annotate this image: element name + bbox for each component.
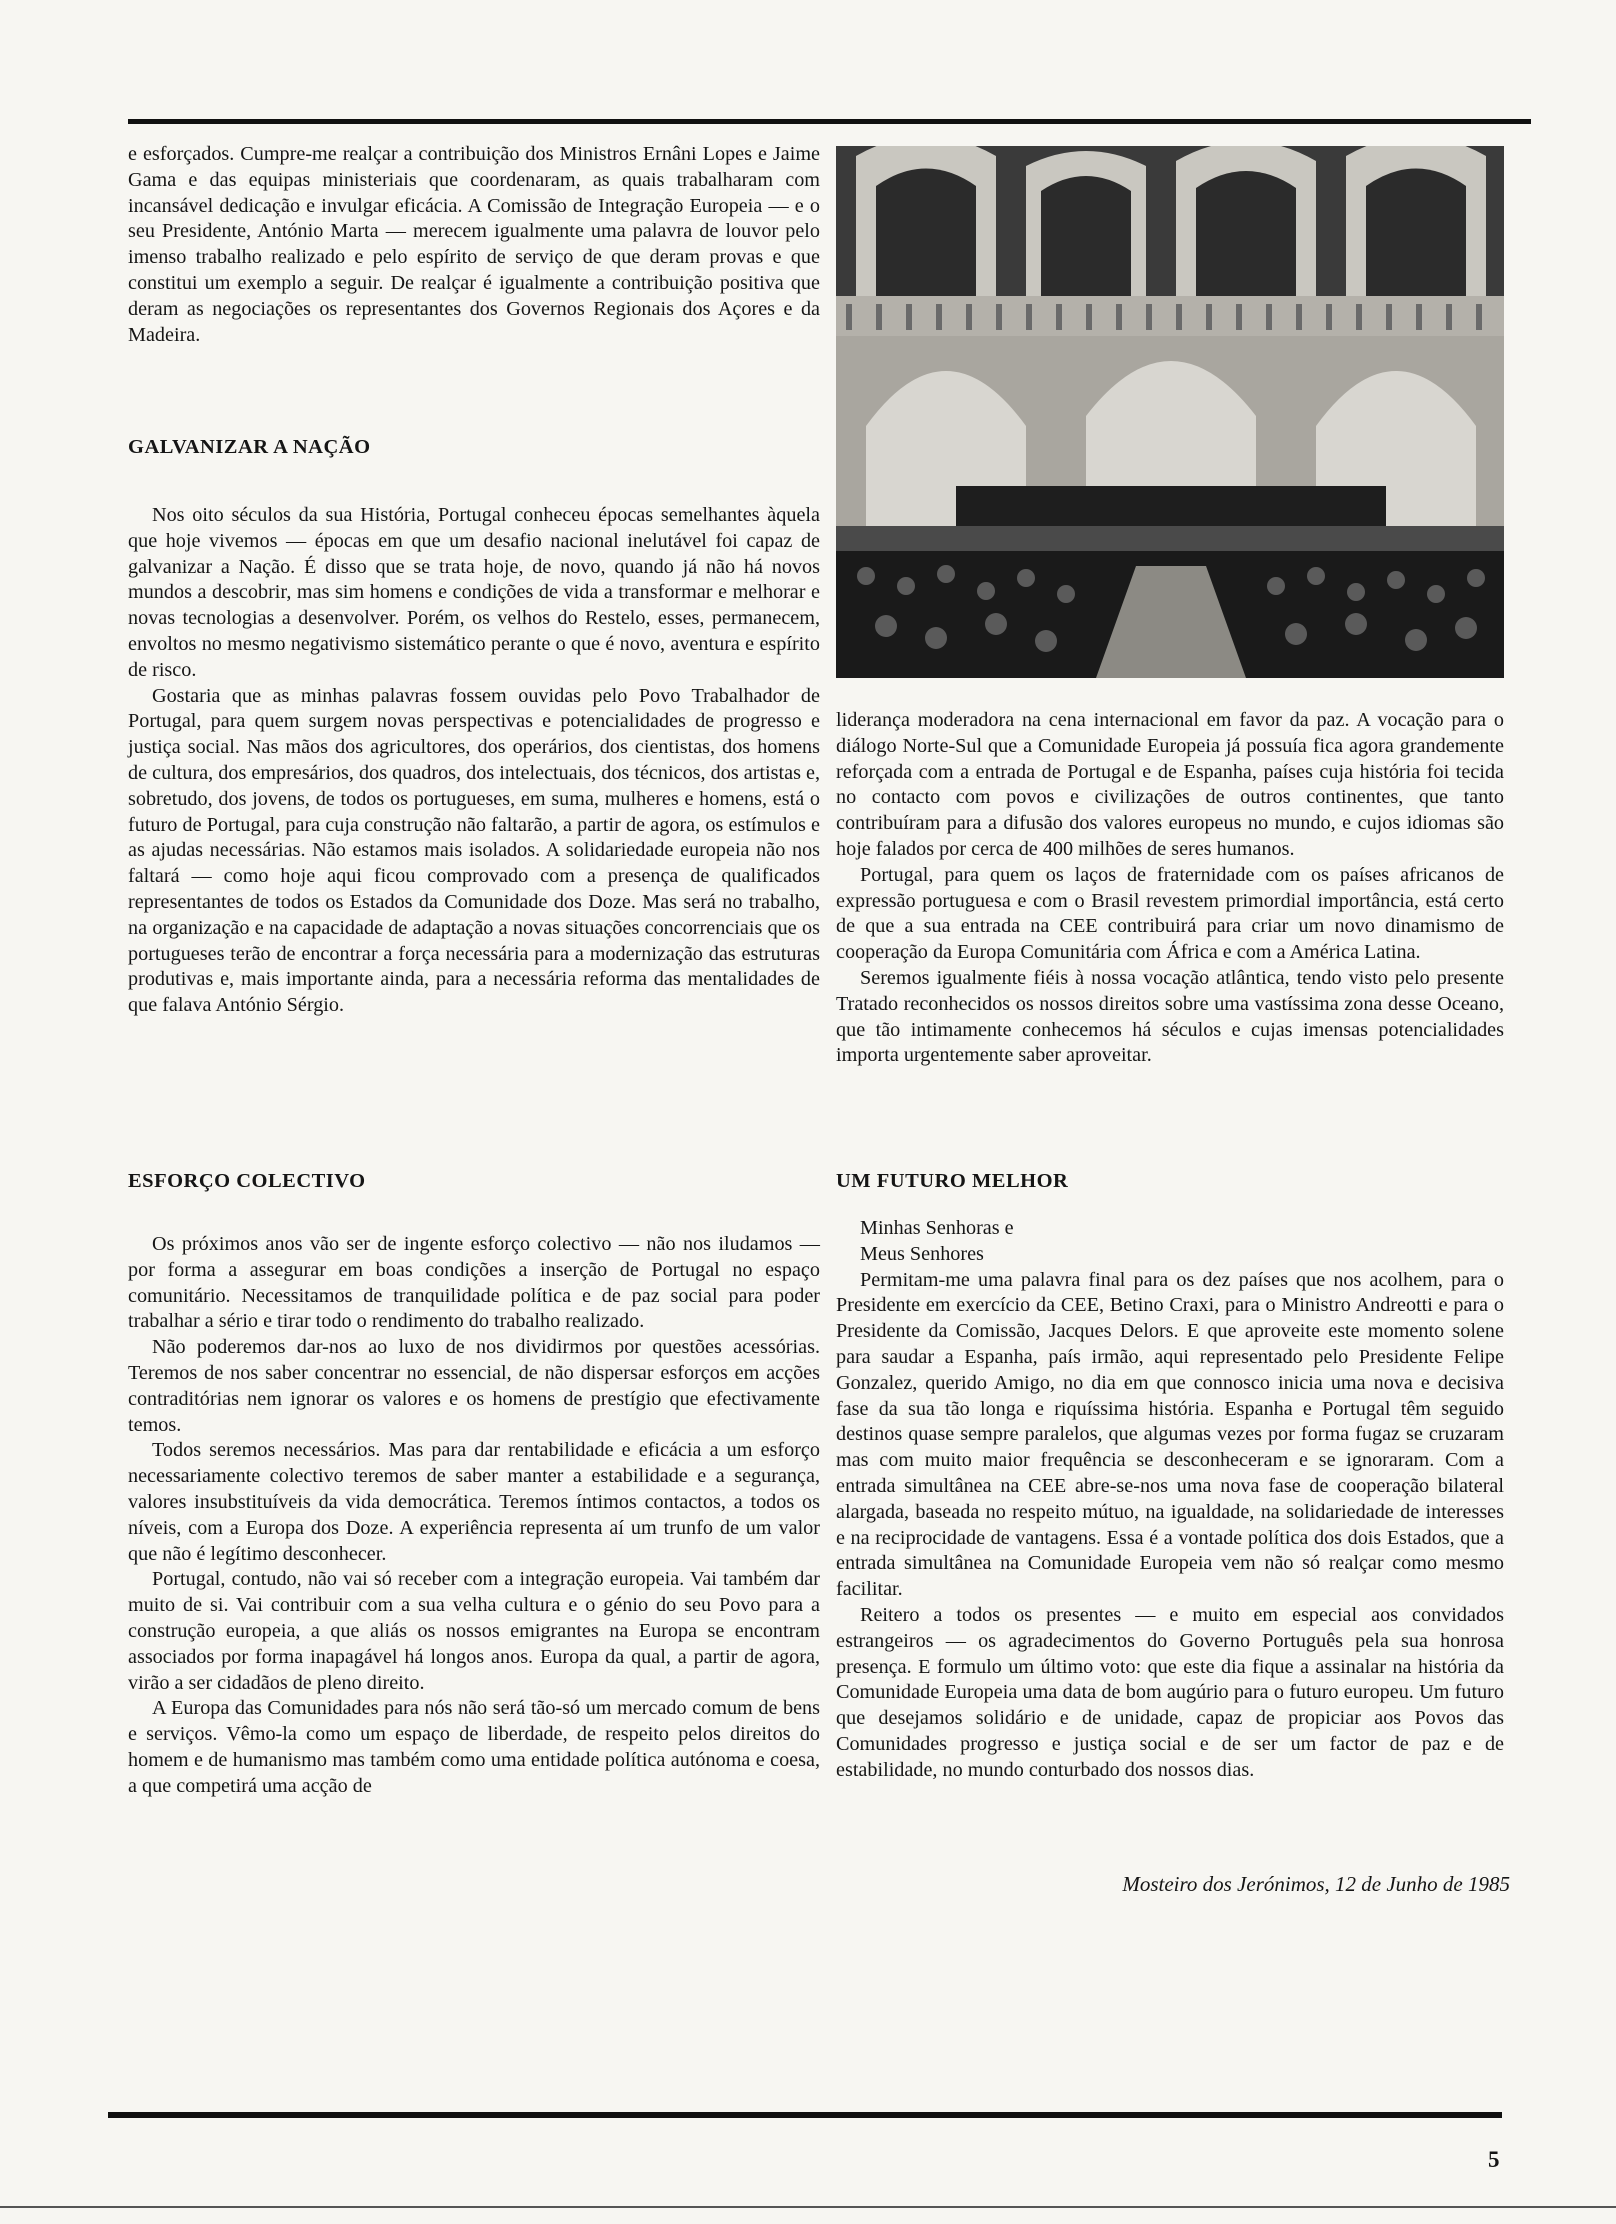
section2-paragraph-1: Os próximos anos vão ser de ingente esforço colectivo — não nos iludamos — por forma a assegurar em boas condições a inserção de Portugal no espaço comunitário. Necessitamos de tranquilidade política e de paz social para poder trabalhar a sério e tirar todo o rendimento do trabalho realizado. [128,1233,820,1333]
footer-rule [0,2206,1616,2208]
right-paragraph-2: Portugal, para quem os laços de fraternidade com os países africanos de expressão portuguesa e com o Brasil revestem primordial importância, está certo de que a sua entrada na CEE contribuirá para criar um novo dinamismo de cooperação da Europa Comunitária com África e com a América Latina. [836,863,1504,964]
right-paragraph-1: liderança moderadora na cena internacional em favor da paz. A vocação para o diálogo Norte-Sul que a Comunidade Europeia já possuía fica agora grandemente reforçada com a entrada de Portugal e de Espanha, países cuja história foi tecida no contacto com povos e civilizações de outros continentes, que tanto contribuíram para a difusão dos valores europeus no mundo, e cujos idiomas são hoje falados por cerca de 400 milhões de seres humanos. [836,709,1504,860]
section1-paragraph-1: Nos oito séculos da sua História, Portugal conheceu épocas semelhantes àquela que hoje vivemos — épocas em que um desafio nacional inelutável foi capaz de galvanizar a Nação. É disso que se trata hoje, de novo, quando já não há novos mundos a descobrir, mas sim homens e condições de vida a transformar e melhorar e novas tecnologias a desenvolver. Porém, os velhos do Restelo, esses, permanecem, envoltos no mesmo negativismo sistemático perante o que é novo, aventura e espírito de risco. [128,504,820,681]
section2-paragraph-5: A Europa das Comunidades para nós não será tão-só um mercado comum de bens e serviços. Vêmo-la como um espaço de liberdade, de respeito pelos direitos do homem e de humanismo mas também como uma entidade política autónoma e coesa, a que competirá uma acção de [128,1697,820,1797]
section2-paragraph-4: Portugal, contudo, não vai só receber com a integração europeia. Vai também dar muito de si. Vai contribuir com a sua velha cultura e o génio do seu Povo para a construção europeia, a que aliás os nossos emigrantes na Europa se encontram associados por forma inapagável há longos anos. Europa da qual, a partir de agora, virão a ser cidadãos de pleno direito. [128,1568,820,1694]
section1-paragraph-2: Gostaria que as minhas palavras fossem ouvidas pelo Povo Trabalhador de Portugal, para quem surgem novas perspectivas e potencialidades de progresso e justiça social. Nas mãos dos agricultores, dos operários, dos cientistas, dos homens de cultura, dos empresários, dos quadros, dos intelectuais, dos técnicos, dos artistas e, sobretudo, dos jovens, de todos os portugueses, em suma, mulheres e homens, está o futuro de Portugal, para cuja construção não faltarão, a partir de agora, os estímulos e as ajudas necessárias. Não estamos mais isolados. A solidariedade europeia não nos faltará — como hoje aqui ficou comprovado com a presença de qualificados representantes de todos os Estados da Comunidade dos Doze. Mas será no trabalho, na organização e na capacidade de adaptação a novas situações concorrenciais que os portugueses terão de encontrar a força necessária para a modernização das estruturas produtivas e, mais importante ainda, para a necessária reforma das mentalidades de que falava António Sérgio. [128,684,820,1017]
left-intro [128,142,820,348]
intro-paragraph: e esforçados. Cumpre-me realçar a contribuição dos Ministros Ernâni Lopes e Jaime Gama e das equipas ministeriais que coordenaram, as quais trabalharam com incansável dedicação e invulgar eficácia. A Comissão de Integração Europeia — e o seu Presidente, António Marta — merecem igualmente uma palavra de louvor pelo imenso trabalho realizado e pelo espírito de serviço de que deram provas e que constitui um exemplo a seguir. De realçar é igualmente a contribuição positiva que deram as negociações os representantes dos Governos Regionais dos Açores e da Madeira. [128,143,820,346]
closing-place-date: Mosteiro dos Jerónimos, 12 de Junho de 1985 [1122,1872,1510,1896]
right-paragraph-4: Permitam-me uma palavra final para os dez países que nos acolhem, para o Presidente em exercício da CEE, Betino Craxi, para o Ministro Andreotti e para o Presidente da Comissão, Jacques Delors. E que aproveite este momento solene para saudar a Espanha, país irmão, aqui representado pelo Presidente Felipe Gonzalez, querido Amigo, no dia em que connosco inicia uma nova e decisiva fase da sua tão longa e riquíssima história. Espanha e Portugal têm seguido destinos quase sempre paralelos, que algumas vezes por forma fugaz se cruzaram mas com muito maior frequência se desconheceram e se ignoraram. Com a entrada simultânea na CEE abre-se-nos uma nova fase de cooperação bilateral alargada, baseada no respeito mútuo, na igualdade, na solidariedade de interesses e na reciprocidade de vantagens. Essa é a vontade política dos dois Estados, que a entrada simultânea na Comunidade Europeia vem não só realçar como mesmo facilitar. [836,1268,1504,1601]
page-number: 5 [1488,2147,1500,2172]
section-futuro [836,1216,1504,1784]
right-continuation [836,708,1504,1069]
right-paragraph-3: Seremos igualmente fiéis à nossa vocação atlântica, tendo visto pelo presente Tratado reconhecidos os nossos direitos sobre uma vastíssima zona desse Oceano, que tão intimamente conhecemos há séculos e cujas imensas potencialidades importa urgentemente saber aproveitar. [836,966,1504,1067]
section2-paragraph-3: Todos seremos necessários. Mas para dar rentabilidade e eficácia a um esforço necessariamente colectivo teremos de saber manter a estabilidade e a segurança, valores insubstituíveis da vida democrática. Teremos íntimos contactos, a todos os níveis, com a Europa dos Doze. A experiência representa aí um trunfo de um valor que não é legítimo desconhecer. [128,1439,820,1565]
bottom-rule [108,2112,1502,2118]
salutation-line-2: Meus Senhores [860,1242,984,1265]
right-paragraph-5: Reitero a todos os presentes — e muito em especial aos convidados estrangeiros — os agradecimentos do Governo Português pela sua honrosa presença. E formulo um último voto: que este dia fique a assinalar na história da Comunidade Europeia uma data de bom augúrio para o futuro europeu. Um futuro que desejamos solidário e de unidade, capaz de propiciar aos Povos das Comunidades progresso e justiça social e de ser um factor de paz e de estabilidade, no mundo conturbado dos nossos dias. [836,1603,1504,1781]
cloister-ceremony-photo [836,146,1504,678]
section-galvanizar [128,503,820,1019]
salutation-line-1: Minhas Senhoras e [860,1217,1014,1239]
heading-futuro: UM FUTURO MELHOR [836,1170,1069,1192]
top-rule [128,119,1531,124]
heading-esforco: ESFORÇO COLECTIVO [128,1170,366,1192]
section2-paragraph-2: Não poderemos dar-nos ao luxo de nos dividirmos por questões acessórias. Teremos de nos saber concentrar no essencial, de não dispersar esforços em acções contraditórias nem ignorar os valores e os homens de prestígio que efectivamente temos. [128,1336,820,1436]
heading-galvanizar: GALVANIZAR A NAÇÃO [128,436,371,458]
section-esforco [128,1232,820,1800]
